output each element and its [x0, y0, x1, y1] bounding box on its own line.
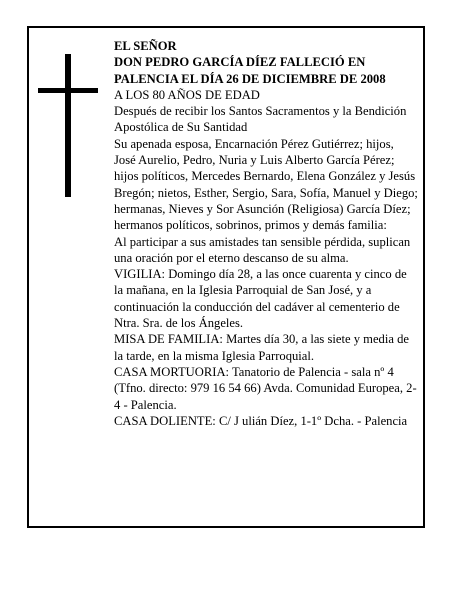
deceased-name-line: DON PEDRO GARCÍA DÍEZ FALLECIÓ EN PALENCIA EL DÍA 26 DE DICIEMBRE DE 2008 [114, 55, 386, 86]
cross-vertical-bar [65, 54, 71, 197]
prayer-request-paragraph: Al participar a sus amistades tan sensible pérdida, suplican una oración por el eterno descanso de su alma. [114, 234, 411, 265]
mortuary-paragraph: CASA MORTUORIA: Tanatorio de Palencia - sala nº 4 (Tfno. directo: 979 16 54 66) Avda. Comunidad Europea, 2-4 - Palencia. [114, 364, 417, 412]
obituary-text [114, 38, 418, 429]
age-line: A LOS 80 AÑOS DE EDAD [114, 87, 260, 102]
sacraments-paragraph: Después de recibir los Santos Sacramentos y la Bendición Apostólica de Su Santidad [114, 104, 407, 135]
vigil-paragraph: VIGILIA: Domingo día 28, a las once cuarenta y cinco de la mañana, en la Iglesia Parroquial de San José, y a continuación la conducción del cadáver al cementerio de Ntra. Sra. de los Ángeles. [114, 267, 407, 331]
cross-horizontal-bar [38, 88, 98, 93]
mourning-home-paragraph: CASA DOLIENTE: C/ J ulián Díez, 1-1º Dcha. - Palencia [114, 413, 408, 428]
latin-cross-icon [38, 54, 98, 197]
family-mass-paragraph: MISA DE FAMILIA: Martes día 30, a las siete y media de la tarde, en la misma Iglesia Parroquial. [114, 332, 409, 363]
family-paragraph: Su apenada esposa, Encarnación Pérez Gutiérrez; hijos, José Aurelio, Pedro, Nuria y Luis Alberto García Pérez; hijos políticos, Mercedes Bernardo, Elena González y Jesús Bregón; nietos, Esther, Sergio, Sara, Sofía, Manuel y Diego; hermanas, Nieves y Sor Asunción (Religiosa) García Díez; hermanos políticos, sobrinos, primos y demás familia: [114, 136, 418, 233]
notice-header-title: EL SEÑOR [114, 39, 177, 53]
